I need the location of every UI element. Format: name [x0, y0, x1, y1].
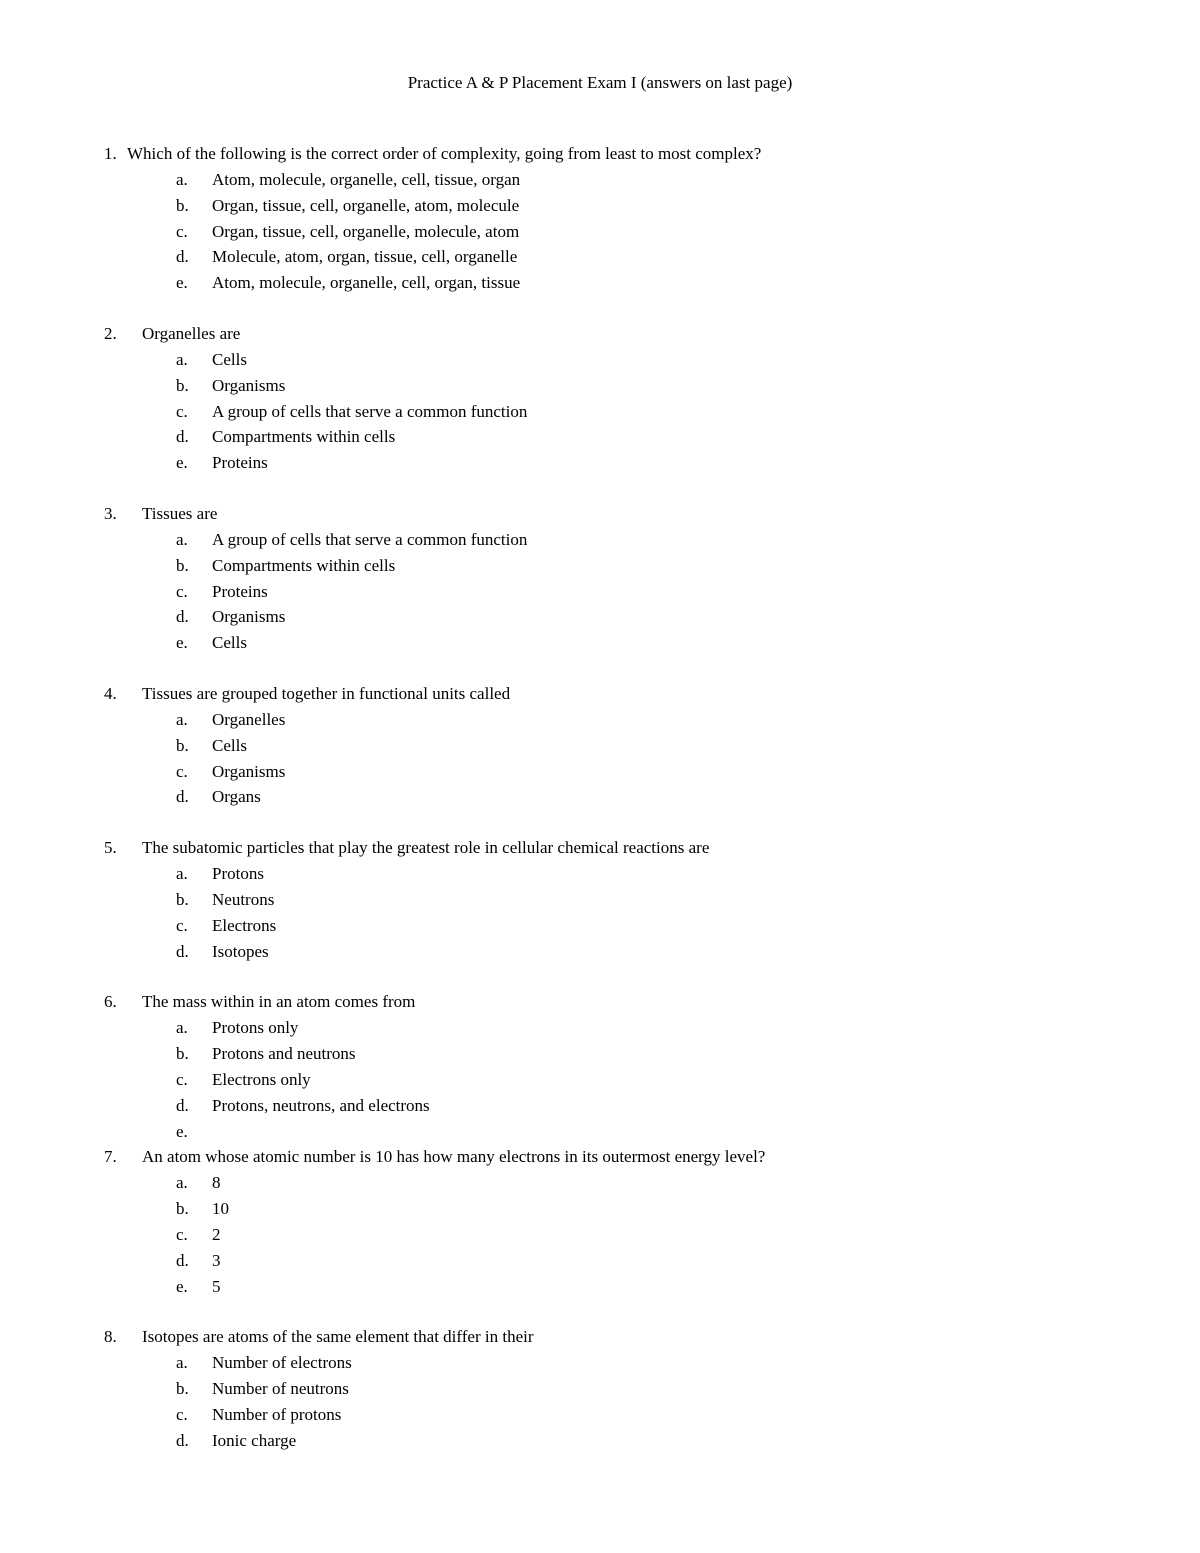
option-text: Number of neutrons — [212, 1379, 349, 1399]
answer-option — [0, 761, 1200, 787]
question-stem — [0, 683, 1200, 709]
question-stem — [0, 1146, 1200, 1172]
answer-option — [0, 272, 1200, 298]
option-letter: a. — [176, 170, 188, 189]
option-text: Organisms — [212, 375, 286, 395]
answer-option — [0, 863, 1200, 889]
option-letter: a. — [176, 1353, 188, 1373]
answer-option — [0, 529, 1200, 555]
question-text: Tissues are grouped together in functional units called — [142, 683, 511, 703]
answer-option — [0, 195, 1200, 221]
option-letter: d. — [176, 427, 189, 447]
question-8 — [0, 1326, 1200, 1455]
option-letter: d. — [176, 1430, 189, 1450]
option-text: Compartments within cells — [212, 555, 396, 575]
answer-option — [0, 1352, 1200, 1378]
answer-option — [0, 632, 1200, 658]
option-letter: d. — [176, 247, 189, 267]
option-text: Electrons — [212, 915, 277, 935]
question-text: The mass within in an atom comes from — [142, 992, 416, 1012]
option-letter: c. — [176, 761, 188, 781]
option-letter: e. — [176, 1121, 188, 1141]
option-letter: b. — [176, 1044, 189, 1064]
question-3 — [0, 503, 1200, 658]
answer-option — [0, 1276, 1200, 1302]
option-letter: a. — [176, 709, 188, 729]
option-text: Atom, molecule, organelle, cell, tissue, organ — [212, 170, 521, 189]
answer-option — [0, 1198, 1200, 1224]
answer-option — [0, 735, 1200, 761]
answer-option — [0, 401, 1200, 427]
answer-option — [0, 915, 1200, 941]
question-1 — [0, 143, 1200, 298]
option-text: Neutrons — [212, 889, 275, 909]
option-text: Electrons only — [212, 1069, 311, 1089]
option-letter: b. — [176, 735, 189, 755]
option-letter: c. — [176, 1069, 188, 1089]
answer-option — [0, 555, 1200, 581]
option-letter: e. — [176, 453, 188, 473]
question-stem — [0, 323, 1200, 349]
option-letter: c. — [176, 1224, 188, 1244]
option-text: Cells — [212, 633, 247, 653]
question-stem — [0, 1326, 1200, 1352]
answer-option — [0, 1121, 1200, 1147]
option-letter: b. — [176, 555, 189, 575]
option-letter: e. — [176, 273, 188, 293]
option-text: Cells — [212, 735, 247, 755]
option-text: A group of cells that serve a common function — [212, 529, 528, 549]
option-text: Protons, neutrons, and electrons — [212, 1095, 430, 1115]
option-letter: d. — [176, 607, 189, 627]
question-6 — [0, 991, 1200, 1146]
option-letter: c. — [176, 401, 188, 421]
option-letter: c. — [176, 915, 188, 935]
option-letter: b. — [176, 1379, 189, 1399]
option-letter: d. — [176, 941, 189, 961]
question-text: The subatomic particles that play the greatest role in cellular chemical reactions are — [142, 838, 710, 858]
option-letter: d. — [176, 1250, 189, 1270]
question-2 — [0, 323, 1200, 478]
question-number: 2. — [104, 323, 117, 343]
answer-option — [0, 1430, 1200, 1456]
question-number: 5. — [104, 838, 117, 858]
question-number: 7. — [104, 1147, 117, 1167]
option-text: Protons only — [212, 1018, 299, 1038]
option-letter: e. — [176, 633, 188, 653]
question-stem — [0, 143, 1200, 169]
option-text: Organ, tissue, cell, organelle, molecule, atom — [212, 221, 520, 241]
answer-option — [0, 1017, 1200, 1043]
option-text: Protons — [212, 864, 264, 884]
option-text: Cells — [212, 349, 247, 369]
answer-option — [0, 1404, 1200, 1430]
answer-option — [0, 606, 1200, 632]
option-letter: e. — [176, 1276, 188, 1296]
question-list — [0, 143, 1200, 1480]
option-letter: b. — [176, 375, 189, 395]
question-4 — [0, 683, 1200, 812]
question-number: 4. — [104, 683, 117, 703]
option-letter: a. — [176, 1173, 188, 1193]
answer-option — [0, 581, 1200, 607]
question-number: 3. — [104, 503, 117, 523]
option-letter: a. — [176, 1018, 188, 1038]
option-text: Organisms — [212, 761, 286, 781]
option-letter: a. — [176, 529, 188, 549]
option-text: Proteins — [212, 581, 268, 601]
option-text: A group of cells that serve a common function — [212, 401, 528, 421]
option-letter: d. — [176, 1095, 189, 1115]
option-text: 5 — [212, 1276, 221, 1296]
question-text: Isotopes are atoms of the same element that differ in their — [142, 1327, 534, 1347]
answer-option — [0, 426, 1200, 452]
answer-option — [0, 709, 1200, 735]
option-text: Number of electrons — [212, 1353, 352, 1373]
question-7 — [0, 1146, 1200, 1301]
option-text: Ionic charge — [212, 1430, 297, 1450]
option-letter: c. — [176, 221, 188, 241]
answer-option — [0, 375, 1200, 401]
question-5 — [0, 837, 1200, 966]
option-text: 8 — [212, 1173, 221, 1193]
option-text: Number of protons — [212, 1404, 342, 1424]
answer-option — [0, 349, 1200, 375]
question-text: Tissues are — [142, 503, 218, 523]
answer-option — [0, 1224, 1200, 1250]
answer-option — [0, 1095, 1200, 1121]
option-letter: b. — [176, 195, 189, 215]
page-title: Practice A & P Placement Exam I (answers on last page) — [407, 73, 793, 92]
question-number: 1. — [104, 144, 117, 163]
option-text: Proteins — [212, 453, 268, 473]
option-text: Molecule, atom, organ, tissue, cell, organelle — [212, 247, 518, 267]
option-letter: d. — [176, 787, 189, 807]
option-text: Organisms — [212, 607, 286, 627]
question-stem — [0, 991, 1200, 1017]
question-text: Organelles are — [142, 323, 241, 343]
option-text: 10 — [212, 1199, 229, 1219]
option-letter: c. — [176, 1404, 188, 1424]
answer-option — [0, 1043, 1200, 1069]
option-text: Organ, tissue, cell, organelle, atom, molecule — [212, 195, 520, 215]
option-text: Organs — [212, 787, 261, 807]
question-text: An atom whose atomic number is 10 has how many electrons in its outermost energy level? — [142, 1147, 766, 1167]
option-letter: a. — [176, 864, 188, 884]
answer-option — [0, 1172, 1200, 1198]
option-text: Protons and neutrons — [212, 1044, 356, 1064]
answer-option — [0, 452, 1200, 478]
answer-option — [0, 246, 1200, 272]
question-stem — [0, 503, 1200, 529]
question-text: Which of the following is the correct order of complexity, going from least to most complex? — [127, 144, 762, 163]
option-text: Atom, molecule, organelle, cell, organ, tissue — [212, 273, 521, 293]
option-letter: b. — [176, 1199, 189, 1219]
answer-option — [0, 169, 1200, 195]
option-letter: b. — [176, 889, 189, 909]
answer-option — [0, 941, 1200, 967]
option-text: Organelles — [212, 709, 286, 729]
answer-option — [0, 221, 1200, 247]
option-text: 2 — [212, 1224, 221, 1244]
option-text: Compartments within cells — [212, 427, 396, 447]
option-letter: c. — [176, 581, 188, 601]
option-letter: a. — [176, 349, 188, 369]
answer-option — [0, 1069, 1200, 1095]
question-number: 8. — [104, 1327, 117, 1347]
question-number: 6. — [104, 992, 117, 1012]
answer-option — [0, 1250, 1200, 1276]
answer-option — [0, 1378, 1200, 1404]
question-stem — [0, 837, 1200, 863]
option-text: 3 — [212, 1250, 221, 1270]
answer-option — [0, 786, 1200, 812]
answer-option — [0, 889, 1200, 915]
option-text: Isotopes — [212, 941, 269, 961]
